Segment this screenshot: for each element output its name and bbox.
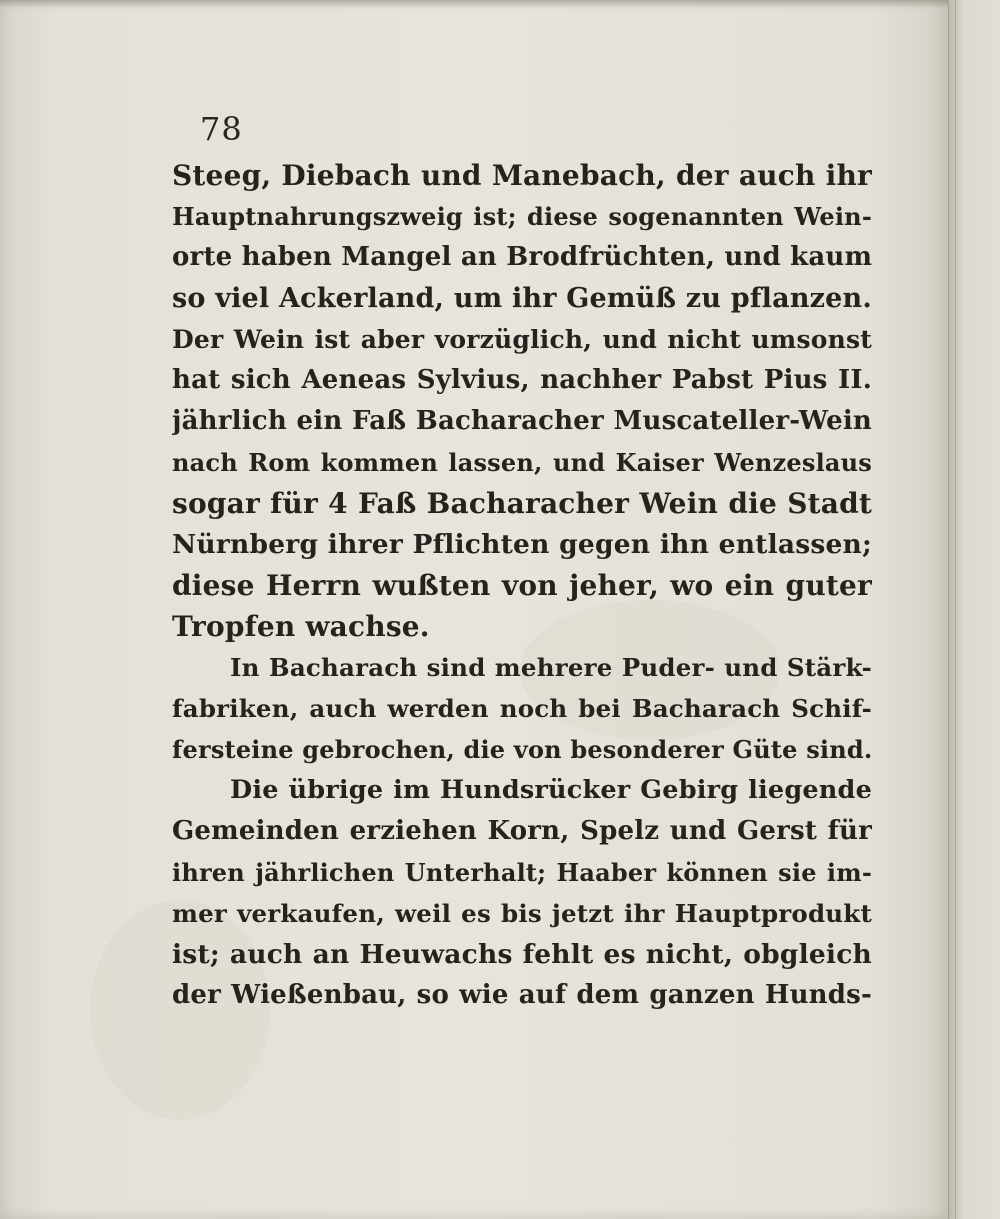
page-edge-line (955, 0, 956, 1219)
text-line: Die übrige im Hundsrücker Gebirg liegende (230, 775, 872, 805)
page-top-shadow (0, 0, 948, 8)
text-line: sogar für 4 Faß Bacharacher Wein die Stadt (172, 487, 872, 520)
text-line: jährlich ein Faß Bacharacher Muscateller-Wein (172, 406, 872, 436)
text-line: fabriken, auch werden noch bei Bacharach Schif- (172, 694, 872, 723)
text-line: nach Rom kommen lassen, und Kaiser Wenzeslaus (172, 448, 872, 477)
text-line: ihren jährlichen Unterhalt; Haaber können sie im- (172, 858, 872, 887)
text-line: ist; auch an Heuwachs fehlt es nicht, obgleich (172, 939, 872, 970)
adjacent-page-edge (948, 0, 1000, 1219)
text-line: fersteine gebrochen, die von besonderer Güte sind. (172, 735, 872, 764)
text-line: Steeg, Diebach und Manebach, der auch ihr (172, 159, 872, 192)
text-line: mer verkaufen, weil es bis jetzt ihr Hauptprodukt (172, 899, 872, 928)
text-line: Nürnberg ihrer Pflichten gegen ihn entlassen; (172, 529, 872, 560)
text-line: Gemeinden erziehen Korn, Spelz und Gerst für (172, 816, 872, 846)
page-number: 78 (200, 110, 243, 148)
text-line: hat sich Aeneas Sylvius, nachher Pabst Pius II. (172, 365, 872, 395)
text-line: Hauptnahrungszweig ist; diese sogenannten Wein- (172, 202, 872, 231)
text-line: so viel Ackerland, um ihr Gemüß zu pflanzen. (172, 283, 872, 314)
text-line: orte haben Mangel an Brodfrüchten, und kaum (172, 242, 872, 272)
text-line: diese Herrn wußten von jeher, wo ein guter (172, 569, 872, 602)
text-line: In Bacharach sind mehrere Puder- und Stärk- (230, 653, 872, 682)
text-line: Der Wein ist aber vorzüglich, und nicht umsonst (172, 325, 872, 354)
text-line: der Wießenbau, so wie auf dem ganzen Hunds- (172, 980, 872, 1010)
page-text (172, 155, 872, 1016)
text-line: Tropfen wachse. (172, 610, 430, 643)
